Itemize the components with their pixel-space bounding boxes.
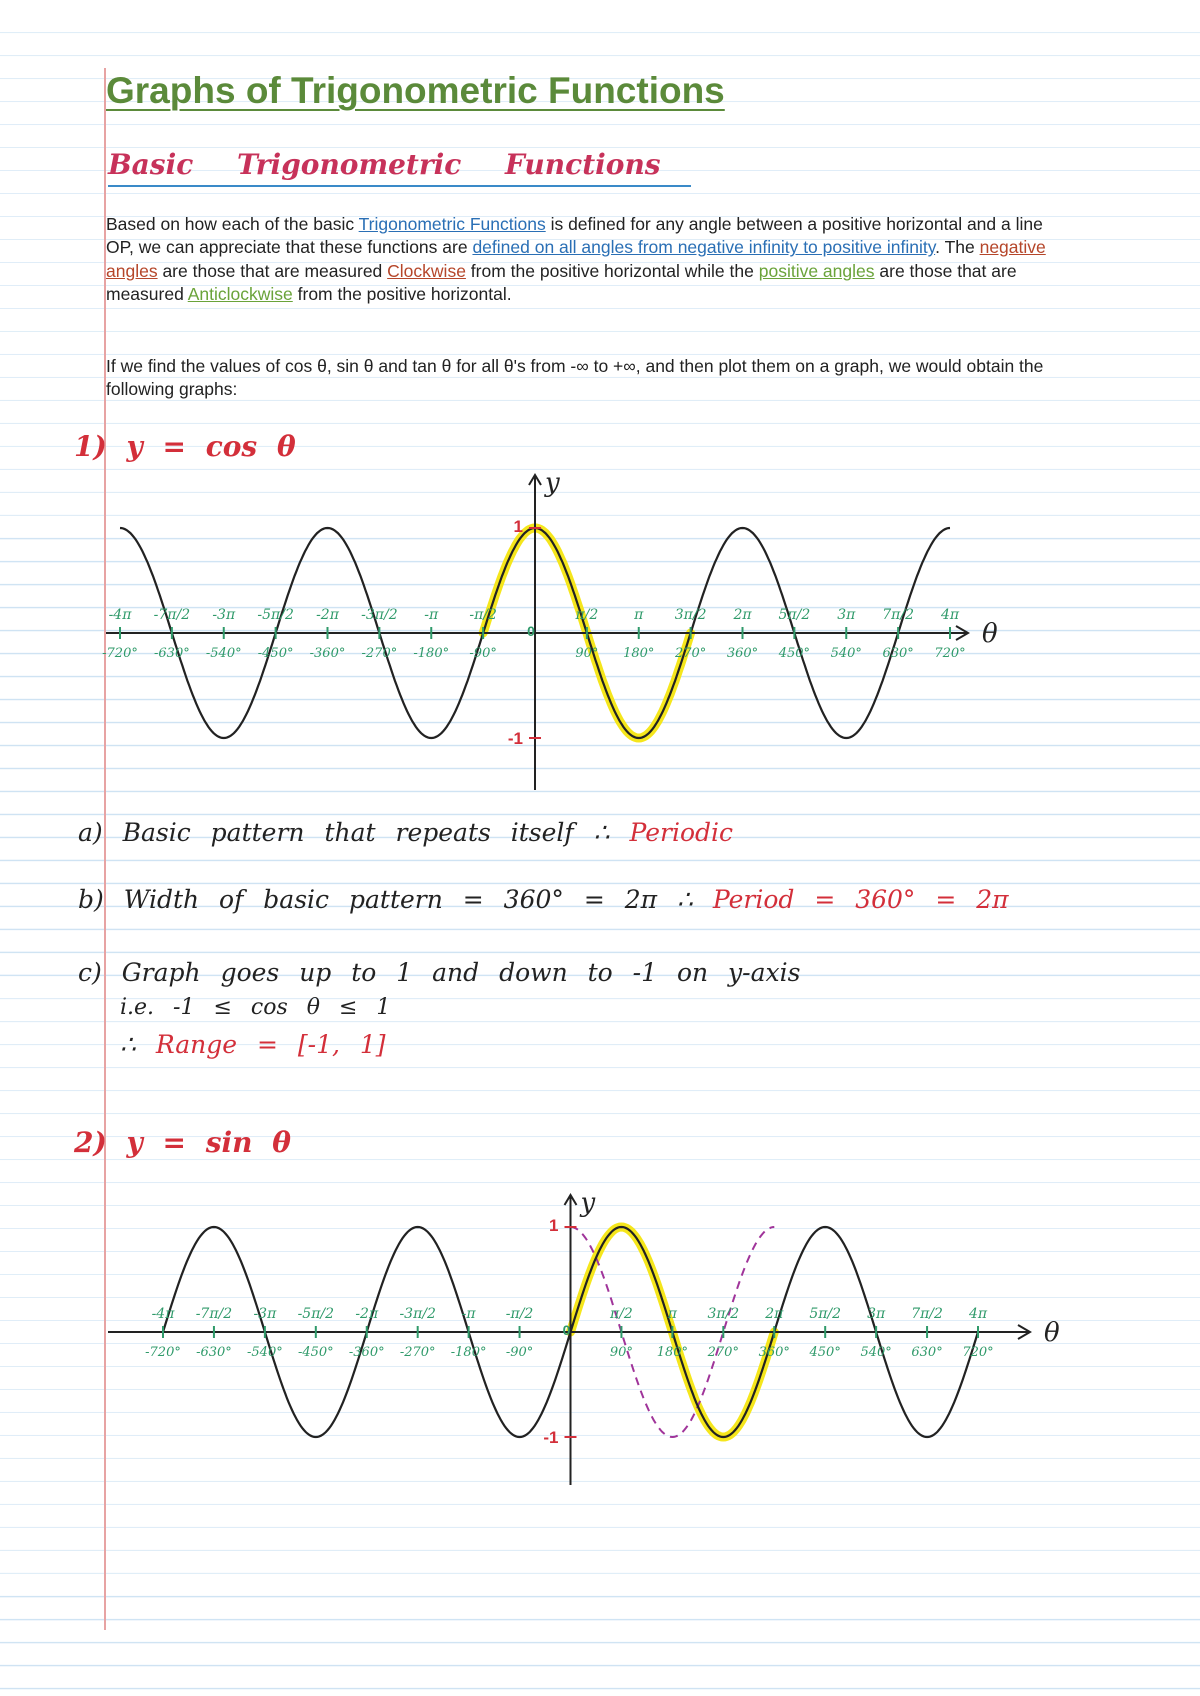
x-tick-radian-label: -π/2 (505, 1306, 534, 1322)
x-tick-degree-label: 630° (882, 646, 914, 661)
x-tick-degree-label: -90° (469, 646, 497, 661)
link-positive-angles[interactable]: positive angles (758, 260, 875, 281)
note-a-periodic: Periodic (629, 818, 733, 847)
link-trigonometric-functions[interactable]: Trigonometric Functions (358, 214, 546, 234)
intro-text: from the positive horizontal. (292, 283, 512, 304)
x-tick-degree-label: 180° (623, 646, 655, 661)
y-tick-label-min: -1 (507, 729, 523, 748)
x-tick-radian-label: -7π/2 (195, 1306, 233, 1322)
x-tick-degree-label: -180° (450, 1345, 487, 1360)
x-tick-radian-label: -π/2 (469, 607, 497, 623)
sin-graph (0, 1180, 1200, 1500)
cos-heading: 1) y = cos θ (74, 430, 296, 463)
x-tick-degree-label: 450° (778, 646, 811, 661)
x-tick-radian-label: -7π/2 (153, 607, 191, 623)
x-tick-degree-label: -360° (309, 646, 346, 661)
x-tick-radian-label: 3π/2 (674, 607, 707, 623)
note-periodic (78, 818, 733, 847)
link-negative-angles[interactable]: negative angles (106, 237, 1046, 281)
x-tick-radian-label: -3π (253, 1306, 277, 1322)
link-clockwise[interactable]: Clockwise (387, 260, 466, 281)
x-tick-radian-label: π (634, 607, 644, 623)
x-tick-radian-label: π/2 (575, 607, 599, 623)
x-tick-degree-label: -270° (399, 1345, 436, 1360)
x-tick-radian-label: 3π (867, 1306, 886, 1322)
origin-label: 0 (527, 623, 535, 639)
x-tick-radian-label: π (667, 1306, 677, 1322)
x-tick-radian-label: -4π (151, 1306, 175, 1322)
note-range-line2: i.e. -1 ≤ cos θ ≤ 1 (120, 995, 391, 1020)
note-period (78, 885, 1009, 914)
x-axis-label: θ (982, 619, 998, 649)
intro-text: . The (935, 237, 980, 258)
x-tick-radian-label: -3π/2 (361, 607, 398, 623)
x-tick-radian-label: 3π (837, 607, 856, 623)
x-tick-degree-label: 90° (575, 646, 599, 661)
note-range-line1: c) Graph goes up to 1 and down to -1 on y-axis (78, 958, 801, 987)
x-tick-degree-label: 360° (758, 1345, 790, 1360)
cos-graph (0, 455, 1200, 795)
x-tick-radian-label: -3π/2 (399, 1306, 436, 1322)
x-tick-radian-label: -2π (316, 607, 339, 623)
x-tick-radian-label: 7π/2 (911, 1306, 943, 1322)
x-tick-degree-label: -720° (145, 1345, 181, 1360)
x-tick-degree-label: 540° (830, 646, 862, 661)
x-tick-degree-label: -720° (102, 646, 138, 661)
x-tick-degree-label: -630° (196, 1345, 232, 1360)
x-tick-radian-label: 3π/2 (707, 1306, 740, 1322)
intro-text: are those that are measured (157, 260, 388, 281)
section-subtitle: Basic Trigonometric Functions (108, 148, 691, 187)
intro-paragraph (106, 213, 1066, 306)
intro-text: Based on how each of the basic (106, 214, 359, 234)
x-tick-radian-label: -3π (212, 607, 236, 623)
x-tick-radian-label: π/2 (610, 1306, 633, 1322)
y-tick-label-max: 1 (513, 517, 523, 536)
x-tick-degree-label: -270° (361, 646, 398, 661)
x-tick-radian-label: 5π/2 (809, 1306, 842, 1322)
x-tick-radian-label: 2π (765, 1306, 784, 1322)
x-tick-degree-label: 180° (656, 1345, 689, 1360)
link-anticlockwise[interactable]: Anticlockwise (187, 283, 293, 304)
x-tick-radian-label: -2π (355, 1306, 379, 1322)
x-tick-degree-label: 720° (934, 646, 966, 661)
x-tick-degree-label: 360° (726, 646, 759, 661)
x-tick-radian-label: 4π (940, 607, 960, 623)
x-tick-degree-label: -360° (348, 1345, 385, 1360)
note-b-period: Period = 360° = 2π (712, 885, 1009, 914)
y-axis-label: y (580, 1188, 596, 1218)
origin-label: 0 (562, 1322, 571, 1338)
x-tick-radian-label: 4π (968, 1306, 988, 1322)
x-tick-radian-label: -5π/2 (297, 1306, 335, 1322)
link-defined-on-all-angles[interactable]: defined on all angles from negative infinity to positive infinity (472, 237, 936, 258)
intro-text: are those that are measured (106, 260, 1017, 304)
x-tick-degree-label: -540° (205, 646, 242, 661)
intro-paragraph-2: If we find the values of cos θ, sin θ and tan θ for all θ's from -∞ to +∞, and then plot them on a graph, we would obtain the following graphs: (106, 356, 1044, 400)
x-tick-degree-label: 270° (707, 1345, 739, 1360)
x-tick-radian-label: 5π/2 (778, 607, 811, 623)
note-b-text: b) Width of basic pattern = 360° = 2π ∴ (78, 885, 693, 914)
x-tick-radian-label: -π (461, 1306, 476, 1322)
note-range-line3 (120, 1030, 386, 1059)
intro-text: from the positive horizontal while the (465, 260, 759, 281)
x-tick-degree-label: 630° (911, 1345, 943, 1360)
note-therefore: ∴ (120, 1030, 136, 1059)
x-tick-degree-label: -630° (154, 646, 190, 661)
note-a-text: a) Basic pattern that repeats itself ∴ (78, 818, 610, 847)
x-tick-radian-label: 7π/2 (882, 607, 914, 623)
x-tick-radian-label: -π (424, 607, 439, 623)
x-tick-degree-label: 90° (609, 1345, 633, 1360)
intro-text: is defined for any angle between a positive horizontal and a line OP, we can appreciate that these functions are (106, 214, 1043, 258)
x-tick-degree-label: -180° (413, 646, 450, 661)
x-tick-radian-label: 2π (733, 607, 752, 623)
x-tick-degree-label: -540° (247, 1345, 283, 1360)
x-tick-degree-label: -90° (505, 1345, 534, 1360)
sin-heading: 2) y = sin θ (74, 1126, 291, 1159)
x-tick-degree-label: 270° (674, 646, 707, 661)
x-tick-degree-label: 720° (962, 1345, 994, 1360)
y-tick-label-min: -1 (543, 1428, 559, 1447)
y-axis-label: y (545, 468, 560, 498)
x-tick-degree-label: 540° (860, 1345, 892, 1360)
x-tick-radian-label: -5π/2 (257, 607, 294, 623)
page-title: Graphs of Trigonometric Functions (106, 70, 725, 111)
note-range: Range = [-1, 1] (155, 1030, 386, 1059)
y-tick-label-max: 1 (549, 1216, 559, 1235)
x-tick-degree-label: -450° (297, 1345, 334, 1360)
x-axis-label: θ (1044, 1318, 1060, 1348)
x-tick-degree-label: 450° (809, 1345, 841, 1360)
x-tick-radian-label: -4π (108, 607, 132, 623)
x-tick-degree-label: -450° (257, 646, 294, 661)
